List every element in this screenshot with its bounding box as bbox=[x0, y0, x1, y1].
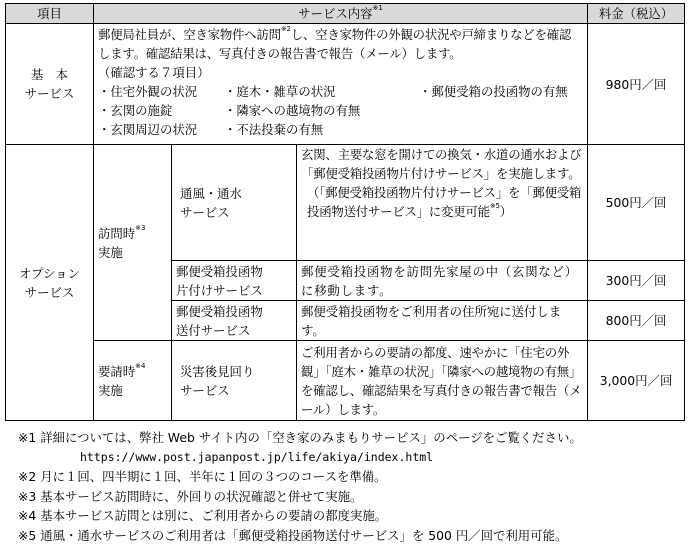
check-item: ・庭木・雑草の状況 bbox=[224, 84, 336, 99]
service-price: 800円／回 bbox=[588, 301, 685, 341]
service-name: 郵便受箱投函物 送付サービス bbox=[172, 301, 297, 341]
service-description: 郵便受箱投函物をご利用者の住所宛に送付します。 bbox=[297, 301, 588, 341]
service-price: 300円／回 bbox=[588, 261, 685, 301]
footnote-4: ※4 基本サービス訪問とは別に、ご利用者からの要請の都度実施。 bbox=[18, 508, 388, 523]
footnotes bbox=[18, 428, 686, 545]
check-item: ・住宅外観の状況 bbox=[98, 84, 198, 99]
service-description: ご利用者からの要請の都度、速やかに「住宅の外観」「庭木・雑草の状況」「隣家への越境物の有無」を確認し、確認結果を写真付きの報告書で報告（メール）します。 bbox=[297, 341, 588, 421]
footnote-1: ※1 詳細については、弊社 Web サイト内の「空き家のみまもりサービス」のページをご覧ください。 bbox=[18, 430, 582, 445]
check-item: ・不法投棄の有無 bbox=[224, 122, 324, 137]
request-timing-label: 要請時$^{※4}$ 実施 bbox=[94, 341, 172, 421]
service-description: 郵便受箱投函物を訪問先家屋の中（玄関など）に移動します。 bbox=[297, 261, 588, 301]
header-row bbox=[6, 4, 685, 24]
header-item: 項目 bbox=[6, 4, 94, 24]
basic-price: 980円／回 bbox=[588, 24, 685, 145]
check-item: ・玄関周辺の状況 bbox=[98, 122, 198, 137]
service-description: 玄関、主要な窓を開けての換気・水道の通水および「郵便受箱投函物片付けサービス」を実施します。 （「郵便受箱投函物片付けサービス」を「郵便受箱投函物送付サービス」に変更可能$^{※5}$） bbox=[297, 145, 588, 261]
service-name: 通風・通水 サービス bbox=[172, 145, 297, 261]
check-item bbox=[419, 120, 583, 139]
footnote-url: https://www.post.japanpost.jp/life/akiya/index.html bbox=[80, 449, 434, 464]
visit-timing-label: 訪問時$^{※3}$ 実施 bbox=[94, 145, 172, 341]
check-item: ・隣家への越境物の有無 bbox=[224, 103, 361, 118]
header-content: サービス内容$^{※1}$ bbox=[94, 4, 588, 24]
items-heading: （確認する７項目） bbox=[98, 65, 210, 80]
header-fee: 料金（税込） bbox=[588, 4, 685, 24]
check-item: ・玄関の施錠 bbox=[98, 103, 173, 118]
basic-service-row bbox=[6, 24, 685, 145]
option-category: オプション サービス bbox=[6, 145, 94, 421]
basic-category: 基 本 サービス bbox=[6, 24, 94, 145]
check-item: ・郵便受箱の投函物の有無 bbox=[419, 84, 568, 99]
footnote-3: ※3 基本サービス訪問時に、外回りの状況確認と併せて実施。 bbox=[18, 488, 363, 504]
service-table bbox=[5, 3, 685, 421]
service-name: 災害後見回り サービス bbox=[172, 341, 297, 421]
service-price: 500円／回 bbox=[588, 145, 685, 261]
option-row-ventilation bbox=[6, 145, 685, 261]
service-price: 3,000円／回 bbox=[588, 341, 685, 421]
footnote-2: ※2 月に１回、四半期に１回、半年に１回の３つのコースを準備。 bbox=[18, 469, 387, 484]
footnote-5: ※5 通風・通水サービスのご利用者は「郵便受箱投函物送付サービス」を 500 円／回で利用可能。 bbox=[18, 527, 568, 543]
service-name: 郵便受箱投函物 片付けサービス bbox=[172, 261, 297, 301]
check-item bbox=[419, 101, 583, 120]
check-items bbox=[98, 82, 583, 139]
option-row-disaster bbox=[6, 341, 685, 421]
basic-description: 郵便局社員が、空き家物件へ訪問$^{※2}$し、空き家物件の外観の状況や戸締まりなどを確認します。確認結果は、写真付きの報告書で報告（メール）します。 （確認する７項目） ・住宅外観の状況 ・庭木・雑草の状況 ・郵便受箱の投函物の有無 ・玄関の施錠 ・隣家への越境物の有無 ・玄関周辺の状況 ・不法投棄の有無 bbox=[94, 24, 588, 145]
